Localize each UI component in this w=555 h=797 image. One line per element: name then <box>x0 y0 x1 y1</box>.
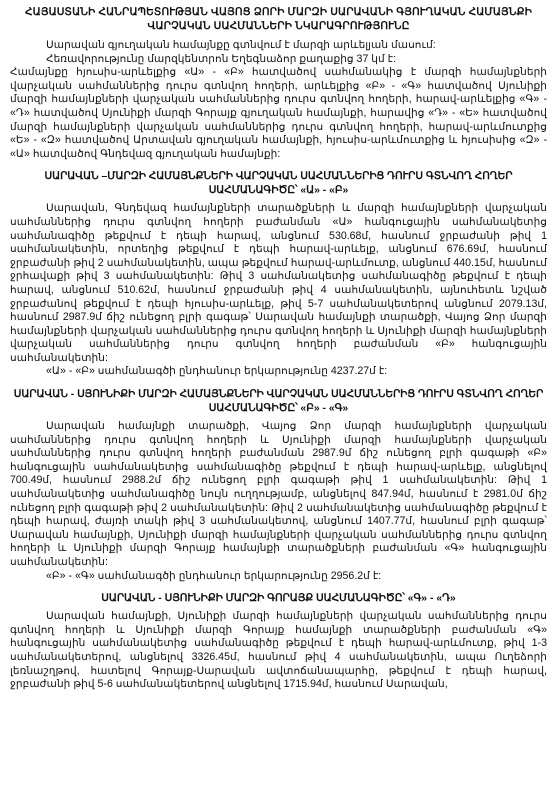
section-2-body: Սարավան համայնքի տարածքի, Վայոց Ձոր մարզի համայնքների վարչական սահմաններից դուրս գտնվող հողերի և Սյունիքի մարզի համայնքների վարչական սահմաններից դուրս գտնվող հողերի բաժանման 2987.9մ ճիշ ունեցող բլրի գագաթի «Բ» հանգուցային սահմանակետից սահմանագիծը թեքվում է դեպի հարավ-արևելք, անցնելով 700.49մ, հասնում 2988.2մ ճիշ ունեցող բլրի գագաթի թիվ 1 սահմանակետին: Թիվ 1 սահմանակետից սահմանագիծը նույն ուղղությամբ, անցնելով 847.94մ, հասնում է 2981.0մ ճիշ ունեցող բլրի գագաթի թիվ 2 սահմանակետին: Թիվ 2 սահմանակետից սահմանագիծը թեքվում է դեպի հարավ, ժայռի տակի թիվ 3 սահմանակետով, անցնում 1407.77մ, հասնում բլրի գագաթ՝ Սարավան համայնքի, Սյունիքի մարզի համայնքների վարչական սահմաններից դուրս գտնվող հողերի և Սյունիքի մարզի Գորայք համայնքի տարածքների բաժանման «Գ» հանգուցային սահմանակետին: <box>10 420 547 568</box>
section-1-summary: «Ա» - «Բ» սահմանագծի ընդհանուր երկարությունը 4237.27մ է: <box>46 365 388 378</box>
intro-paragraph-2: Հեռավորությունը մարզկենտրոն Եղեգնաձոր քաղաքից 37 կմ է: <box>46 52 397 65</box>
intro-paragraph-1: Սարավան գյուղական համայնքը գտնվում է մարզի արևելյան մասում: <box>46 39 436 51</box>
intro-paragraph-3: Համայնքը հյուսիս-արևելքից «Ա» - «Բ» հատվածով սահմանակից է մարզի համայնքների վարչական սահմաններից դուրս գտնվող հողերի, արևելքից «Բ» - «Գ» հատվածով Սյունիքի մարզի համայնքների վարչական սահմաններից դուրս գտնվող հողերի, հարավ-արևելքից «Գ» - «Դ» հատվածով Սյունիքի մարզի Գորայք գյուղական համայնքի, հարավից «Դ» - «Ե» հատվածով մարզի համայնքների վարչական սահմաններից դուրս գտնվող հողերի, հարավ-արևմուտքից «Ե» - «Զ» հատվածով Արտավան գյուղական համայնքի, հյուսիս-արևմուտքից և հյուսիսից «Զ» - «Ա» հատվածով Գնդեվազ գյուղական համայնքի: <box>10 66 547 160</box>
section-2-heading: ՍԱՐԱՎԱՆ - ՍՅՈՒՆԻՔԻ ՄԱՐԶԻ ՀԱՄԱՅՆՔՆԵՐԻ ՎԱՐՉԱԿԱՆ ՍԱՀՄԱՆՆԵՐԻՑ ԴՈՒՐՍ ԳՏՆՎՈՂ ՀՈՂԵՐ ՍԱՀՄԱՆԱԳԻԾԸ՝ «Բ» - «Գ» <box>13 389 544 415</box>
section-1-body: Սարավան, Գնդեվազ համայնքների տարածքների և մարզի համայնքների վարչական սահմաններից դուրս գտնվող հողերի բաժանման «Ա» հանգուցային սահմանակետից սահմանագիծը թեքվում է դեպի հարավ, անցնում 530.68մ, հասնում ջրբաժանի թիվ 1 սահմանակետին, որտեղից թեքվում է դեպի հարավ-արևելք, անցնում 676.69մ, հասնում ջրբաժանի թիվ 2 սահմանակետին, ապա թեքվում հարավ-արևմուտք, անցնում 440.15մ, հասնում ջրհավաքի թիվ 3 սահմանակետին: Թիվ 3 սահմանակետից սահմանագիծը թեքվում է դեպի հարավ, անցնում 510.62մ, հասնում ջրբաժանի թիվ 4 սահմանակետին, այնուհետև նշված ջրբաժանով թեքվում է դեպի հյուսիս-արևելք, թիվ 5-7 սահմանակետերով անցնում 2079.13մ, հասնում 2987.9մ ճիշ ունեցող բլրի գագաթ՝ Սարավան համայնքի տարածքի, Վայոց Ձոր մարզի համայնքների վարչական սահմաններից դուրս գտնվող հողերի և Սյունիքի մարզի համայնքների վարչական սահմաններից դուրս գտնվող հողերի բաժանման «Բ» հանգուցային սահմանակետին: <box>10 202 547 364</box>
section-2-summary: «Բ» - «Գ» սահմանագծի ընդհանուր երկարությունը 2956.2մ է: <box>46 569 382 582</box>
section-1-heading: ՍԱՐԱՎԱՆ –ՄԱՐԶԻ ՀԱՄԱՅՆՔՆԵՐԻ ՎԱՐՉԱԿԱՆ ՍԱՀՄԱՆՆԵՐԻՑ ԴՈՒՐՍ ԳՏՆՎՈՂ ՀՈՂԵՐ ՍԱՀՄԱՆԱԳԻԾԸ՝ «Ա» - «Բ» <box>44 171 513 197</box>
section-3-body: Սարավան համայնքի, Սյունիքի մարզի համայնքների վարչական սահմաններից դուրս գտնվող հողերի և Սյունիքի մարզի Գորայք համայնքի տարածքների բաժանման «Գ» հանգուցային սահմանակետից սահմանագիծը թեքվում է դեպի հարավ-արևմուտք, թիվ 1-3 սահմանակետերով, անցնելով 3326.45մ, հասնում թիվ 4 սահմանակետին, ապա Ուղեձորի լեռնաշղթով, հատելով Գորայք-Սարավան ավտոճանապարհը, թեքվում է դեպի հարավ, ջրբաժանի թիվ 5-6 սահմանակետերով անցնելով 1715.94մ, հասնում Սարավան, <box>10 610 547 691</box>
section-3-heading: ՍԱՐԱՎԱՆ - ՍՅՈՒՆԻՔԻ ՄԱՐԶԻ ԳՈՐԱՅՔ ՍԱՀՄԱՆԱԳԻԾԸ՝ «Գ» - «Դ» <box>101 593 456 605</box>
document-title: ՀԱՅԱՍՏԱՆԻ ՀԱՆՐԱՊԵՏՈՒԹՅԱՆ ՎԱՅՈՑ ՁՈՐԻ ՄԱՐԶԻ ՍԱՐԱՎԱՆԻ ԳՅՈՒՂԱԿԱՆ ՀԱՄԱՅՆՔԻ ՎԱՐՉԱԿԱՆ ՍԱՀՄԱՆՆԵՐԻ ՆԿԱՐԱԳՐՈՒԹՅՈՒՆԸ <box>25 7 532 32</box>
